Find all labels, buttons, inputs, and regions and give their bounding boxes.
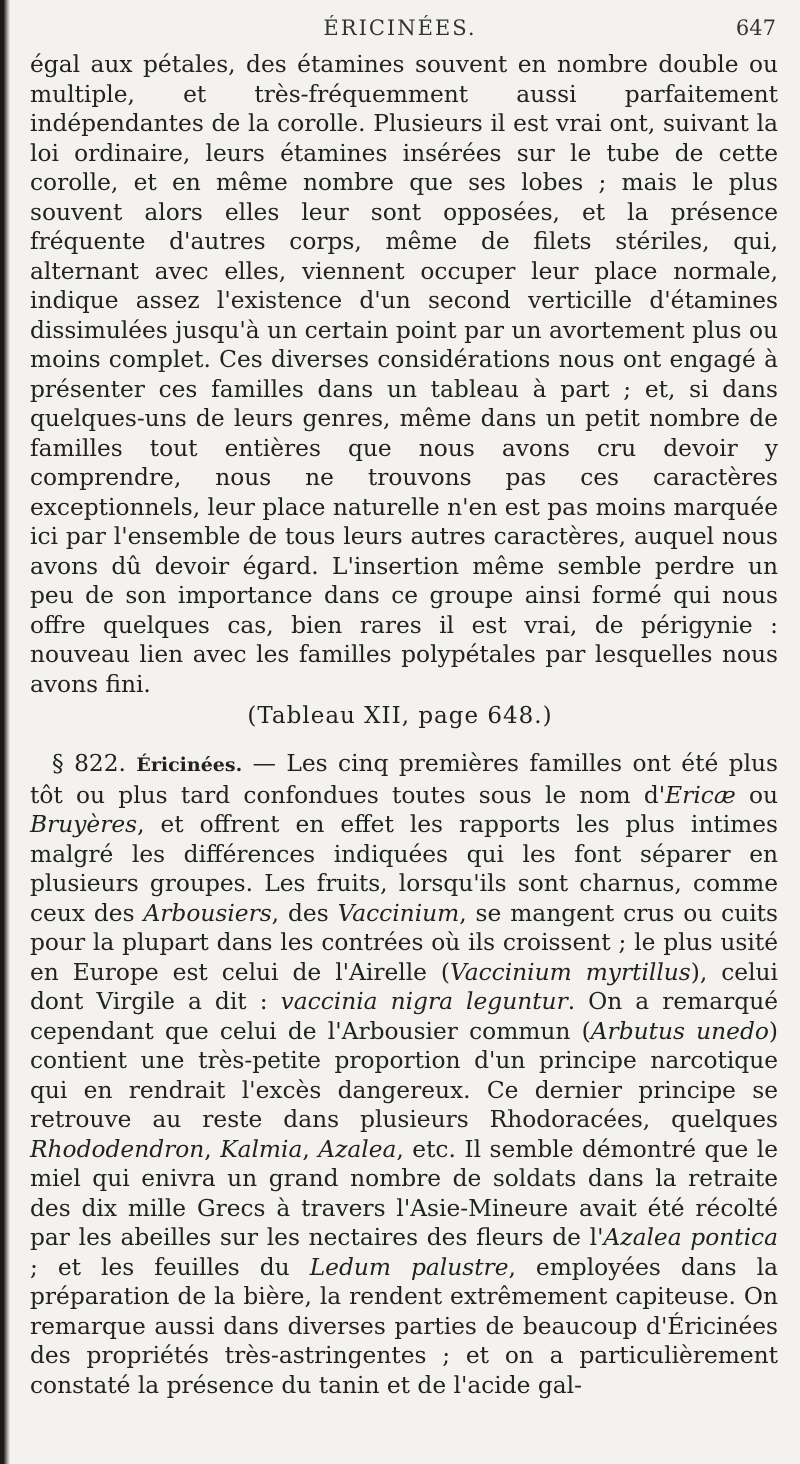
text-run: , des: [271, 899, 338, 927]
paragraph-ericinees-text: [30, 749, 778, 1400]
section-dash: —: [242, 750, 287, 777]
italic-term: Bruyères: [30, 811, 138, 838]
text-run: ,: [204, 1135, 221, 1163]
section-number: § 822.: [52, 750, 126, 777]
text-run: Les cinq premières familles ont été plus tôt ou plus tard confondues toutes sous le nom d': [30, 750, 778, 809]
paragraph-intro: [30, 50, 778, 699]
italic-term: Arbousiers: [143, 899, 272, 927]
running-title: ÉRICINÉES.: [323, 16, 477, 40]
text-run: , et offrent en effet les rapports les plus intimes malgré les différences indiquées qui les font séparer en plusieurs groupes. Les fruits, lorsqu'ils sont charnus, comme ceux des: [30, 811, 778, 927]
italic-term: Ledum palustre: [309, 1253, 509, 1281]
italic-term: Azalea: [318, 1135, 397, 1163]
italic-term: Rhododendron: [30, 1135, 205, 1163]
page-binding-edge: [0, 0, 10, 1464]
text-run: ou: [735, 781, 778, 809]
text-run: ), celui dont Virgile a dit :: [30, 958, 778, 1015]
text-run: , etc. Il semble démontré que le miel qui enivra un grand nombre de soldats dans la retraite des dix mille Grecs à travers l'Asie-Mineure avait été récolté par les abeilles sur les nectaires des fleurs de l': [30, 1135, 778, 1251]
paragraph-intro-text: égal aux pétales, des étamines souvent en nombre double ou multiple, et très-fréquemment aussi parfaitement indépendantes de la corolle. Plusieurs il est vrai ont, suivant la loi ordinaire, leurs étamines insérées sur le tube de cette corolle, et en même nombre que ses lobes ; mais le plus souvent alors elles leur sont opposées, et la présence fréquente d'autres corps, même de filets stériles, qui, alternant avec elles, viennent occuper leur place normale, indique assez l'existence d'un second verticille d'étamines dissimulées jusqu'à un certain point par un avortement plus ou moins complet. Ces diverses considérations nous ont engagé à présenter ces familles dans un tableau à part ; et, si dans quelques-uns de leurs genres, même dans un petit nombre de familles tout entières que nous avons cru devoir y comprendre, nous ne trouvons pas ces caractères exceptionnels, leur place naturelle n'en est pas moins marquée ici par l'ensemble de tous leurs autres caractères, auquel nous avons dû devoir égard. L'insertion même semble perdre un peu de son importance dans ce groupe ainsi formé qui nous offre quelques cas, bien rares il est vrai, de périgynie : nouveau lien avec les familles polypétales par lesquelles nous avons fini.: [30, 51, 778, 698]
text-run: , employées dans la préparation de la bière, la rendent extrêmement capiteuse. On remarque aussi dans diverses parties de beaucoup d'Éricinées des propriétés très-astringentes ; et on a particulièrement constaté la présence du tanin et de l'acide gal-: [30, 1253, 778, 1399]
table-reference: (Tableau XII, page 648.): [247, 703, 553, 729]
italic-term: Ericæ: [665, 781, 736, 809]
italic-term: Kalmia: [220, 1135, 303, 1163]
section-title: Éricinées.: [136, 754, 243, 776]
italic-term: vaccinia nigra leguntur: [280, 988, 568, 1015]
page-number: 647: [735, 16, 776, 40]
italic-term: Vaccinium: [337, 899, 460, 927]
text-run: , se mangent crus ou cuits pour la plupart dans les contrées où ils croissent ; le plus usité en Europe est celui de l'Airelle (: [30, 899, 778, 986]
italic-term: Azalea pontica: [603, 1224, 778, 1251]
text-run: ,: [302, 1135, 319, 1163]
italic-term: Arbutus unedo: [590, 1017, 769, 1045]
text-run: ; et les feuilles du: [30, 1253, 310, 1281]
text-run: . On a remarqué cependant que celui de l'Arbousier commun (: [30, 988, 778, 1045]
paragraph-ericinees: [30, 749, 778, 1400]
italic-term: Vaccinium myrtillus: [450, 958, 691, 986]
text-run: ) contient une très-petite proportion d'un principe narcotique qui en rendrait l'excès dangereux. Ce dernier principe se retrouve au reste dans plusieurs Rhodoracées, quelques: [30, 1017, 779, 1133]
page-header: [0, 6, 800, 46]
